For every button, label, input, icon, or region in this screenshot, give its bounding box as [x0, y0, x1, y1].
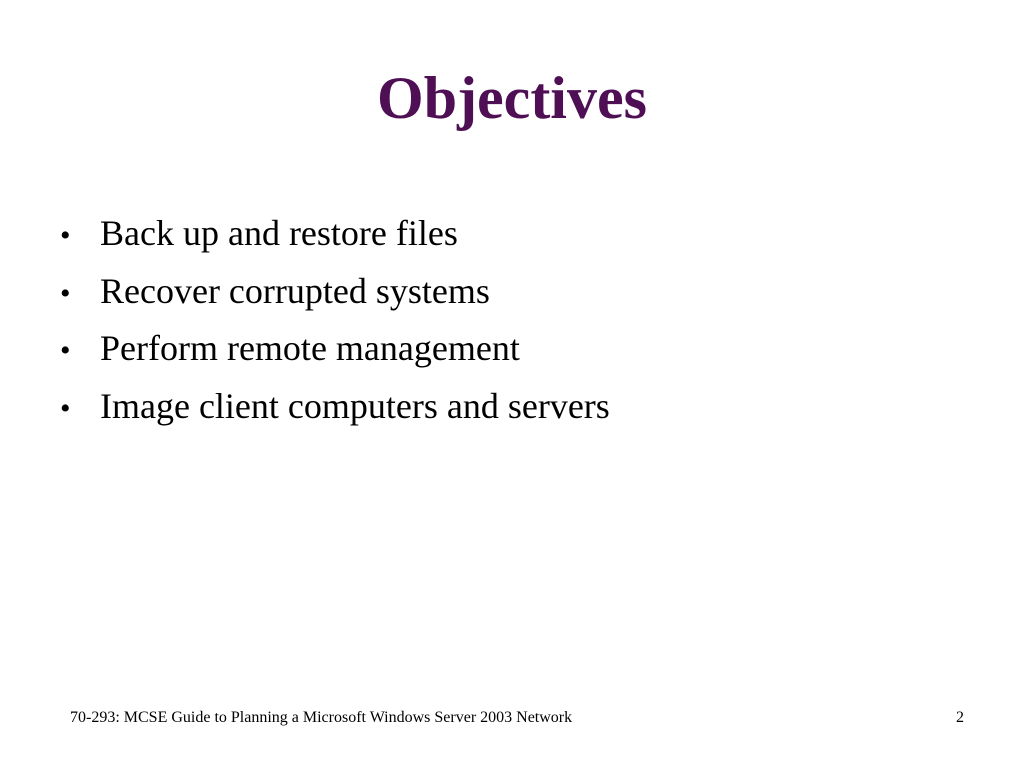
bullet-text: Recover corrupted systems [100, 270, 490, 311]
bullet-text: Perform remote management [100, 328, 520, 368]
bullet-list [60, 208, 960, 438]
page-number: 2 [956, 709, 964, 726]
bullet-icon: • [60, 334, 71, 367]
bullet-item [60, 381, 960, 439]
bullet-icon: • [60, 391, 71, 425]
bullet-item [60, 323, 960, 381]
bullet-icon: • [60, 219, 71, 252]
bullet-text: Image client computers and servers [100, 385, 610, 426]
bullet-item [60, 208, 960, 266]
slide-title: Objectives [377, 65, 647, 131]
bullet-icon: • [60, 276, 71, 310]
footer-text: 70-293: MCSE Guide to Planning a Microsoft Windows Server 2003 Network [70, 709, 573, 726]
bullet-item [60, 266, 960, 324]
bullet-text: Back up and restore files [100, 213, 458, 253]
